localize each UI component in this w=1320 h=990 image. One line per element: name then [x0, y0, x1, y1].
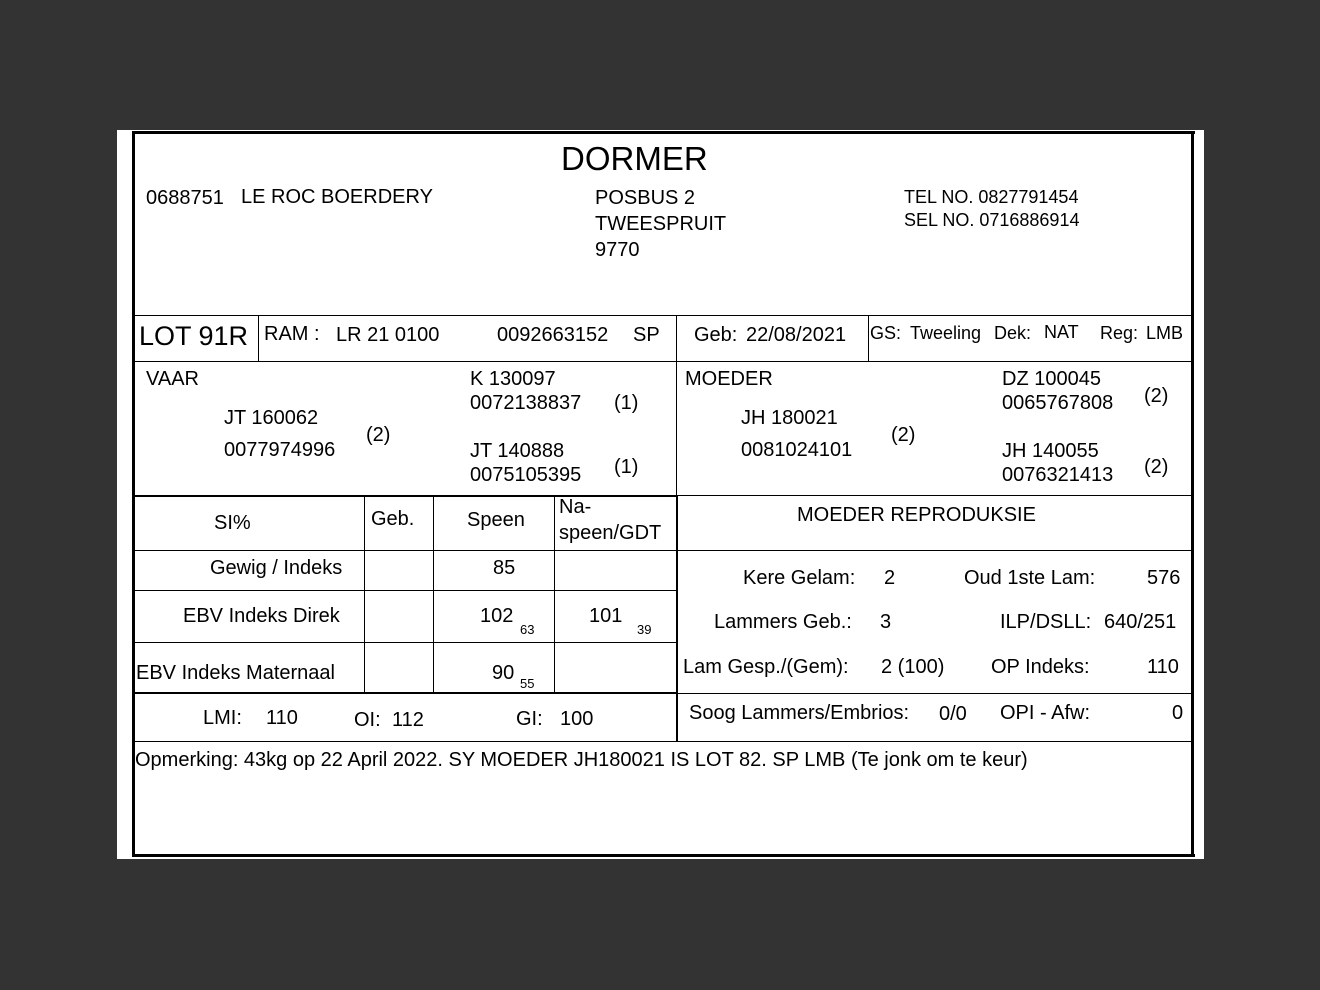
row-maternaal-speen: 90 — [492, 662, 515, 684]
lammers-geb-value: 3 — [880, 611, 892, 633]
kere-gelam-label: Kere Gelam: — [743, 567, 856, 589]
moeder-sire-id: DZ 100045 — [1002, 368, 1101, 390]
vaar-sire-id: K 130097 — [470, 368, 556, 390]
moeder-sire-count: (2) — [1144, 385, 1169, 407]
si-header-bottom-line — [134, 550, 1193, 551]
oi-label: OI: — [354, 709, 381, 731]
address-line-3: 9770 — [595, 239, 640, 261]
si-col-divider-1 — [364, 496, 365, 693]
vaar-dam-reg: 0075105395 — [470, 464, 582, 486]
vaar-id: JT 160062 — [224, 407, 319, 429]
owner-name: LE ROC BOERDERY — [241, 186, 433, 208]
lot-divider — [258, 315, 259, 361]
soog-value: 0/0 — [939, 703, 967, 725]
lmi-value: 110 — [266, 707, 298, 729]
gs-value: Tweeling — [910, 323, 982, 343]
moeder-dam-id: JH 140055 — [1002, 440, 1099, 462]
row-direk-speen: 102 — [480, 605, 514, 627]
vaar-sire-reg: 0072138837 — [470, 392, 582, 414]
si-row2-bottom-line — [134, 642, 678, 643]
si-col-divider-2 — [433, 496, 434, 693]
gi-value: 100 — [560, 708, 594, 730]
owner-id: 0688751 — [146, 187, 224, 209]
reg-value: LMB — [1146, 323, 1184, 343]
ram-divider — [676, 315, 677, 361]
si-col-divider-3 — [554, 496, 555, 693]
lot-row-top-line — [134, 315, 1193, 316]
lam-gesp-label: Lam Gesp./(Gem): — [683, 656, 849, 678]
vaar-reg: 0077974996 — [224, 439, 336, 461]
breed-title: DORMER — [561, 140, 708, 177]
naspeen-header-line-2: speen/GDT — [559, 522, 662, 544]
si-row3-bottom-line — [134, 692, 678, 694]
oi-value: 112 — [392, 709, 424, 731]
dek-value: NAT — [1044, 322, 1079, 342]
gi-label: GI: — [516, 708, 543, 730]
ram-id: LR 21 0100 — [336, 324, 440, 346]
moeder-reg: 0081024101 — [741, 439, 853, 461]
vaar-label: VAAR — [146, 368, 199, 390]
vaar-sire-count: (1) — [614, 392, 639, 414]
repro-mid-line — [678, 693, 1193, 694]
moeder-dam-count: (2) — [1144, 456, 1169, 478]
tel-number: TEL NO. 0827791454 — [904, 187, 1079, 207]
address-line-2: TWEESPRUIT — [595, 213, 727, 235]
geb-label: Geb: — [694, 324, 738, 346]
frame-bottom — [132, 854, 1195, 857]
moeder-count: (2) — [891, 424, 916, 446]
speen-header: Speen — [467, 509, 525, 531]
moeder-sire-reg: 0065767808 — [1002, 392, 1114, 414]
si-right-border — [676, 495, 678, 741]
op-indeks-value: 110 — [1147, 656, 1179, 678]
row-direk-naspeen-sub: 39 — [637, 622, 652, 637]
op-indeks-label: OP Indeks: — [991, 656, 1090, 678]
soog-label: Soog Lammers/Embrios: — [689, 702, 910, 724]
geb-date: 22/08/2021 — [746, 324, 847, 346]
si-row1-bottom-line — [134, 590, 678, 591]
ram-label: RAM : — [264, 323, 320, 345]
kere-gelam-value: 2 — [884, 567, 896, 589]
si-table-top-line — [134, 495, 678, 497]
geb-divider — [868, 315, 869, 361]
frame-top — [132, 131, 1195, 134]
row-gewig-speen: 85 — [493, 557, 516, 579]
geb-header: Geb. — [371, 508, 415, 530]
row-direk-naspeen: 101 — [589, 605, 623, 627]
moeder-dam-reg: 0076321413 — [1002, 464, 1114, 486]
reg-label: Reg: — [1100, 323, 1139, 343]
moeder-label: MOEDER — [685, 368, 773, 390]
si-header-label: SI% — [214, 512, 251, 534]
vaar-count: (2) — [366, 424, 391, 446]
repro-top-line — [678, 495, 1193, 496]
address-line-1: POSBUS 2 — [595, 187, 696, 209]
sel-number: SEL NO. 0716886914 — [904, 210, 1080, 230]
naspeen-header-line-1: Na- — [559, 496, 592, 518]
remarks-text: Opmerking: 43kg op 22 April 2022. SY MOEDER JH180021 IS LOT 82. SP LMB (Te jonk om te keur) — [135, 749, 1028, 771]
ram-tag: SP — [633, 324, 660, 346]
vaar-dam-count: (1) — [614, 456, 639, 478]
repro-title: MOEDER REPRODUKSIE — [797, 504, 1036, 526]
lammers-geb-label: Lammers Geb.: — [714, 611, 852, 633]
moeder-id: JH 180021 — [741, 407, 838, 429]
row-gewig-label: Gewig / Indeks — [210, 557, 343, 579]
lot-card — [117, 130, 1204, 859]
row-maternaal-label: EBV Indeks Maternaal — [136, 662, 335, 684]
frame-right — [1191, 131, 1194, 857]
lam-gesp-value: 2 (100) — [881, 656, 945, 678]
lmi-label: LMI: — [203, 707, 242, 729]
ilp-label: ILP/DSLL: — [1000, 611, 1092, 633]
oud-lam-value: 576 — [1147, 567, 1181, 589]
lot-number: LOT 91R — [139, 321, 249, 351]
row-direk-label: EBV Indeks Direk — [183, 605, 340, 627]
row-direk-speen-sub: 63 — [520, 622, 535, 637]
oud-lam-label: Oud 1ste Lam: — [964, 567, 1096, 589]
dek-label: Dek: — [994, 323, 1032, 343]
vaar-dam-id: JT 140888 — [470, 440, 565, 462]
opi-afw-label: OPI - Afw: — [1000, 702, 1091, 724]
ilp-value: 640/251 — [1104, 611, 1177, 633]
ram-reg-number: 0092663152 — [497, 324, 609, 346]
gs-label: GS: — [870, 323, 902, 343]
opi-afw-value: 0 — [1172, 702, 1184, 724]
pedigree-divider — [676, 361, 677, 496]
lot-row-bottom-line — [134, 361, 1193, 362]
row-maternaal-speen-sub: 55 — [520, 676, 535, 691]
summary-bottom-line — [134, 741, 1193, 742]
